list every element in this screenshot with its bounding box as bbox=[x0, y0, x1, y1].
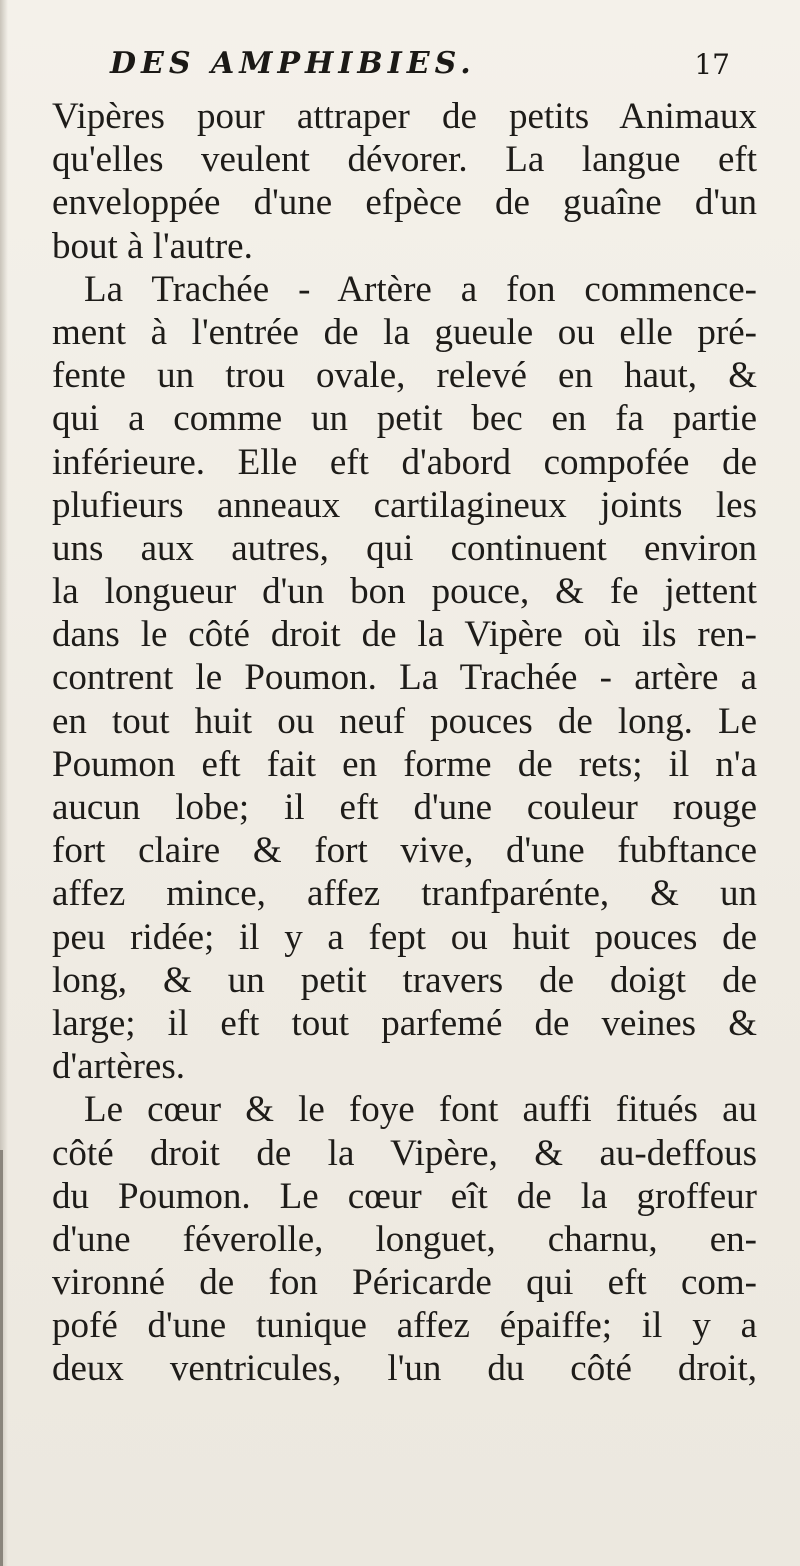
text-line: inférieure. Elle eft d'abord compofée de bbox=[52, 441, 757, 483]
text-line: vironné de fon Péricarde qui eft com- bbox=[52, 1262, 757, 1304]
text-line: enveloppée d'une efpèce de guaîne d'un bbox=[52, 182, 757, 224]
text-line: peu ridée; il y a fept ou huit pouces de bbox=[52, 916, 757, 958]
text-line: Poumon eft fait en forme de rets; il n'a bbox=[52, 743, 757, 785]
text-line: fort claire & fort vive, d'une fubftance bbox=[52, 830, 757, 872]
running-title: DES AMPHIBIES. bbox=[110, 46, 476, 81]
text-line: aucun lobe; il eft d'une couleur rouge bbox=[52, 787, 757, 828]
text-line: long, & un petit travers de doigt de bbox=[52, 959, 757, 1001]
body-text bbox=[52, 95, 757, 1391]
text-line: en tout huit ou neuf pouces de long. Le bbox=[52, 700, 757, 742]
text-line: large; il eft tout parfemé de veines & bbox=[52, 1002, 757, 1044]
text-line: contrent le Poumon. La Trachée - artère a bbox=[52, 657, 757, 699]
text-line: Le cœur & le foye font auffi fitués au bbox=[84, 1089, 757, 1131]
text-line: fente un trou ovale, relevé en haut, & bbox=[52, 355, 757, 397]
text-line: La Trachée - Artère a fon commence- bbox=[84, 268, 757, 310]
text-line: qui a comme un petit bec en fa partie bbox=[52, 398, 757, 440]
page-number: 17 bbox=[694, 48, 730, 81]
text-line: plufieurs anneaux cartilagineux joints les bbox=[52, 484, 757, 526]
text-line: la longueur d'un bon pouce, & fe jettent bbox=[52, 571, 757, 613]
text-line: dans le côté droit de la Vipère où ils ren- bbox=[52, 614, 757, 656]
text-line: deux ventricules, l'un du côté droit, bbox=[52, 1348, 757, 1390]
text-line: affez mince, affez tranfparénte, & un bbox=[52, 873, 757, 915]
text-line: Vipères pour attraper de petits Animaux bbox=[52, 96, 757, 137]
page-header bbox=[110, 40, 770, 90]
page-edge-rule bbox=[0, 1150, 3, 1566]
text-line: bout à l'autre. bbox=[52, 225, 253, 267]
text-line: pofé d'une tunique affez épaiffe; il y a bbox=[52, 1305, 757, 1347]
text-line: côté droit de la Vipère, & au-deffous bbox=[52, 1132, 757, 1174]
text-line: d'une féverolle, longuet, charnu, en- bbox=[52, 1218, 757, 1260]
text-line: qu'elles veulent dévorer. La langue eft bbox=[52, 139, 757, 181]
text-line: du Poumon. Le cœur eît de la groffeur bbox=[52, 1175, 757, 1217]
text-line: ment à l'entrée de la gueule ou elle pré- bbox=[52, 311, 757, 353]
text-line: uns aux autres, qui continuent environ bbox=[52, 527, 757, 569]
text-line: d'artères. bbox=[52, 1046, 186, 1088]
